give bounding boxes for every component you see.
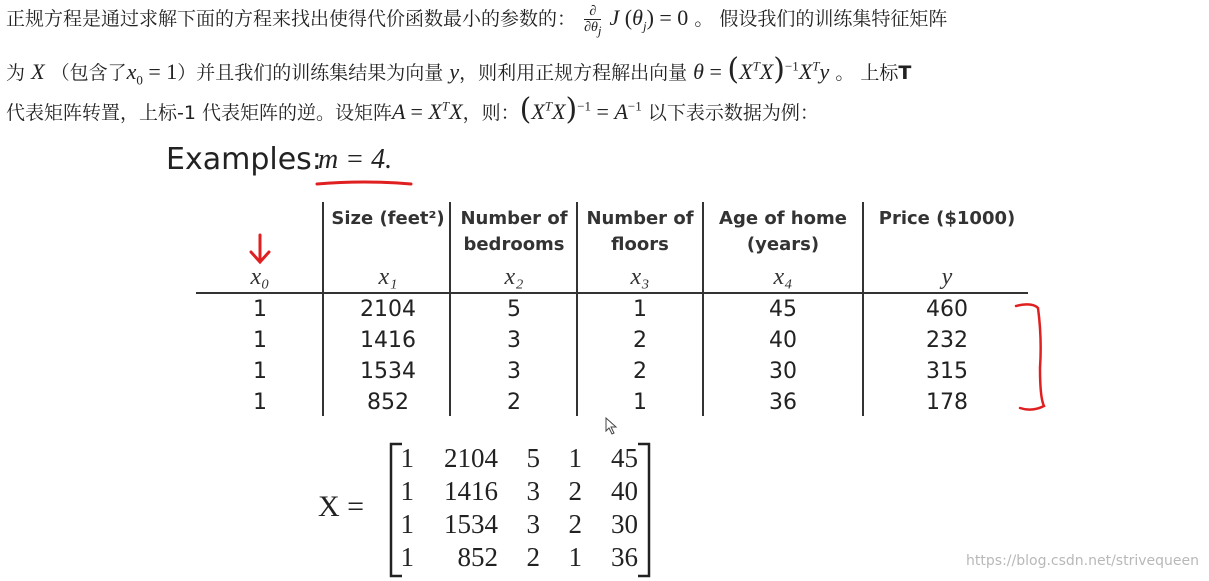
matrix-cell: 36 xyxy=(611,542,638,572)
table-cell: 1 xyxy=(253,390,267,415)
table-cell: 315 xyxy=(926,359,968,384)
intro-text-3a: 代表矩阵转置，上标-1 代表矩阵的逆。设矩阵 xyxy=(6,102,392,124)
header-floors-top: Number of xyxy=(586,208,694,229)
matrix-cell: 1534 xyxy=(444,509,498,539)
intro-line-1 xyxy=(6,4,948,38)
table-cell: 2 xyxy=(633,328,647,353)
header-age xyxy=(704,206,862,258)
matrix-cell: 3 xyxy=(526,509,540,539)
matrix-cell: 40 xyxy=(611,476,638,506)
table-cell: 5 xyxy=(507,297,521,322)
intro-text-2b: （包含了 xyxy=(50,62,127,84)
table-cell: 36 xyxy=(769,390,797,415)
matrix-cell: 30 xyxy=(611,509,638,539)
matrix-cell: 2 xyxy=(526,542,540,572)
cost-function-equation: J $(\theta_j) = 0$ xyxy=(609,5,689,34)
column-divider xyxy=(702,202,704,416)
table-cell: 1 xyxy=(633,297,647,322)
matrix-cell: 2104 xyxy=(444,443,498,473)
matrix-x-label: X = xyxy=(318,490,365,523)
mouse-cursor-icon xyxy=(605,417,619,435)
header-size-top: Size (feet²) xyxy=(331,208,445,229)
inverse-equation: $(X^TX)^{-1} = A^{-1}$ xyxy=(519,92,642,127)
intro-text-3c: 以下表示数据为例： xyxy=(647,102,819,124)
table-cell: 852 xyxy=(367,390,409,415)
partial-derivative-fraction: $\frac{\partial}{\partial\theta_j}$ xyxy=(584,4,602,38)
header-bedrooms-bottom: bedrooms xyxy=(463,234,565,255)
header-bedrooms xyxy=(452,206,576,258)
table-cell: 3 xyxy=(507,359,521,384)
var-x1: x₁ xyxy=(378,264,398,290)
matrix-cell: 3 xyxy=(526,476,540,506)
matrix-cell: 2 xyxy=(568,476,582,506)
red-underline-annotation xyxy=(314,178,414,190)
var-x3: x₃ xyxy=(630,264,650,290)
intro-text-2a: 为 xyxy=(6,62,26,84)
intro-line-3 xyxy=(6,92,819,127)
header-size xyxy=(325,206,451,232)
intro-text-1b: 。 假设我们的训练集特征矩阵 xyxy=(694,8,948,30)
red-arrow-annotation xyxy=(246,232,274,266)
intro-line-2 xyxy=(6,52,911,87)
intro-text-2d: ，则利用正规方程解出向量 xyxy=(459,62,688,84)
var-x4: x₄ xyxy=(773,264,793,290)
x0-equals-one: $x_0 = 1$ xyxy=(126,59,178,88)
column-divider xyxy=(322,202,324,416)
intro-text-2c: ）并且我们的训练集结果为向量 xyxy=(177,62,444,84)
matrix-cell: 1416 xyxy=(444,476,498,506)
header-price xyxy=(864,206,1030,232)
transpose-T: T xyxy=(898,62,912,84)
matrix-cell: 2 xyxy=(568,509,582,539)
feature-matrix-symbol: X xyxy=(31,59,45,84)
column-divider xyxy=(862,202,864,416)
header-price-top: Price ($1000) xyxy=(878,208,1016,229)
examples-title: Examples: xyxy=(166,142,322,177)
column-divider xyxy=(449,202,451,416)
matrix-cell: 852 xyxy=(457,542,498,572)
table-cell: 1 xyxy=(633,390,647,415)
table-cell: 45 xyxy=(769,297,797,322)
table-cell: 2 xyxy=(507,390,521,415)
matrix-cell: 5 xyxy=(526,443,540,473)
var-x0: x₀ xyxy=(250,264,270,290)
table-cell: 232 xyxy=(926,328,968,353)
red-bracket-annotation xyxy=(1010,298,1054,416)
table-cell: 1534 xyxy=(360,359,416,384)
column-divider xyxy=(576,202,578,416)
table-cell: 40 xyxy=(769,328,797,353)
table-header-rule xyxy=(196,292,1028,294)
a-definition: $A = X^TX$ xyxy=(392,98,463,124)
var-y: y xyxy=(941,264,953,290)
csdn-watermark: https://blog.csdn.net/strivequeen xyxy=(966,553,1199,569)
matrix-cell: 1 xyxy=(400,542,414,572)
matrix-cell: 1 xyxy=(400,509,414,539)
m-equals-label: m = 4. xyxy=(318,144,393,175)
header-bedrooms-top: Number of xyxy=(460,208,568,229)
intro-text-2e: 。 上标 xyxy=(835,62,899,84)
table-cell: 30 xyxy=(769,359,797,384)
table-cell: 1 xyxy=(253,359,267,384)
matrix-cell: 45 xyxy=(611,443,638,473)
normal-equation: $\theta = (X^TX)^{-1}X^Ty$ xyxy=(693,52,830,87)
matrix-cell: 1 xyxy=(400,443,414,473)
table-cell: 1 xyxy=(253,328,267,353)
matrix-cell: 1 xyxy=(568,542,582,572)
table-cell: 1 xyxy=(253,297,267,322)
header-floors-bottom: floors xyxy=(611,234,669,255)
header-age-bottom: (years) xyxy=(746,234,820,255)
table-cell: 3 xyxy=(507,328,521,353)
matrix-cell: 1 xyxy=(400,476,414,506)
var-x2: x₂ xyxy=(504,264,524,290)
table-cell: 178 xyxy=(926,390,968,415)
header-floors xyxy=(578,206,702,258)
table-cell: 2104 xyxy=(360,297,416,322)
table-cell: 1416 xyxy=(360,328,416,353)
table-cell: 460 xyxy=(926,297,968,322)
matrix-cell: 1 xyxy=(568,443,582,473)
table-cell: 2 xyxy=(633,359,647,384)
header-age-top: Age of home xyxy=(719,208,847,229)
intro-text-1: 正规方程是通过求解下面的方程来找出使得代价函数最小的参数的： xyxy=(6,8,577,30)
y-symbol: y xyxy=(449,59,460,84)
intro-text-3b: ，则： xyxy=(462,102,520,124)
